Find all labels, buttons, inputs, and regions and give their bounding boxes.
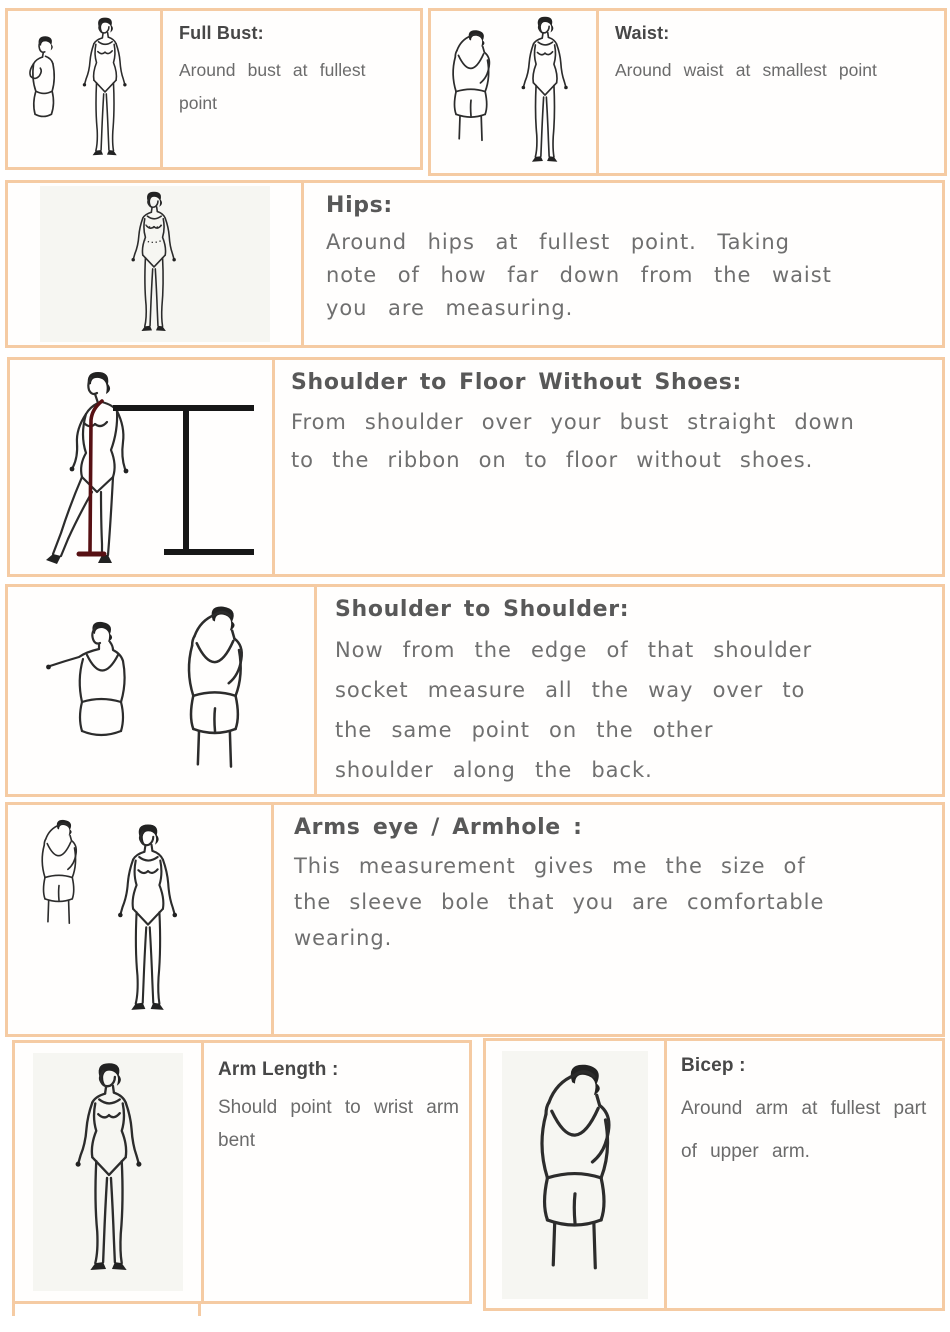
shoulder-to-floor-text-cell [275, 360, 942, 574]
arms-eye-line: This measurement gives me the size of [294, 854, 806, 878]
hips-paragraph [326, 226, 928, 325]
shoulder-to-floor-title: Shoulder to Floor Without Shoes: [291, 370, 742, 395]
section-hips [5, 180, 945, 348]
arms-eye-text-cell [274, 805, 942, 1034]
arms-eye-illustration [12, 807, 268, 1033]
full-bust-figure-cell [8, 11, 163, 167]
bicep-paragraph [681, 1087, 934, 1173]
hips-title: Hips: [326, 193, 393, 218]
shoulder-to-floor-line: to the ribbon on to floor without shoes. [291, 448, 814, 472]
section-shoulder-to-shoulder [5, 584, 945, 797]
shoulder-to-floor-paragraph [291, 403, 934, 479]
cropped-border-stub [12, 1304, 15, 1316]
section-arms-eye [5, 802, 945, 1037]
shoulder-to-shoulder-line: Now from the edge of that shoulder [335, 638, 813, 662]
shoulder-to-shoulder-line: shoulder along the back. [335, 758, 653, 782]
arms-eye-line: the sleeve bole that you are comfortable [294, 890, 825, 914]
arms-eye-title: Arms eye / Armhole : [294, 815, 583, 840]
shoulder-to-shoulder-title: Shoulder to Shoulder: [335, 597, 630, 622]
hips-illustration [110, 187, 200, 341]
arm-length-line: Should point to wrist arm [218, 1097, 460, 1118]
bicep-line: of upper arm. [681, 1141, 810, 1162]
arm-length-illustration [34, 1055, 182, 1289]
bicep-text-cell [667, 1041, 942, 1308]
full-bust-line: Around bust at fullest point [179, 60, 366, 113]
shoulder-to-shoulder-illustration [11, 588, 311, 794]
full-bust-title: Full Bust: [179, 23, 264, 43]
shoulder-to-shoulder-line: socket measure all the way over to [335, 678, 806, 702]
bicep-scan-bg [502, 1051, 648, 1299]
shoulder-to-shoulder-line: the same point on the other [335, 718, 714, 742]
shoulder-to-floor-figure-cell [10, 360, 275, 574]
hips-line: Around hips at fullest point. Taking [326, 230, 790, 254]
hips-figure-cell [8, 183, 304, 345]
bicep-line: Around arm at fullest part [681, 1098, 927, 1119]
waist-illustration [434, 11, 594, 173]
hips-line: note of how far down from the waist [326, 263, 832, 287]
hips-scan-bg [40, 186, 270, 342]
arm-length-scan-bg [33, 1053, 183, 1291]
arm-length-title: Arm Length : [218, 1059, 339, 1080]
arm-length-figure-cell [15, 1043, 204, 1301]
shoulder-to-shoulder-figure-cell [8, 587, 317, 794]
arms-eye-paragraph [294, 848, 932, 956]
hips-text-cell [304, 183, 942, 345]
waist-text-cell [599, 11, 944, 173]
arm-length-paragraph [218, 1091, 461, 1157]
bicep-illustration [503, 1053, 647, 1297]
shoulder-to-floor-illustration [14, 361, 268, 573]
section-arm-length [12, 1040, 472, 1304]
section-waist [428, 8, 947, 176]
shoulder-to-shoulder-text-cell [317, 587, 942, 794]
arm-length-line: bent [218, 1130, 255, 1151]
hips-line: you are measuring. [326, 296, 574, 320]
bicep-title: Bicep : [681, 1055, 746, 1076]
arms-eye-line: wearing. [294, 926, 393, 950]
waist-figure-cell [431, 11, 599, 173]
waist-line: Around waist at smallest point [615, 60, 877, 80]
section-bicep [483, 1038, 945, 1311]
shoulder-to-floor-line: From shoulder over your bust straight down [291, 410, 855, 434]
waist-title: Waist: [615, 23, 670, 43]
bicep-figure-cell [486, 1041, 667, 1308]
shoulder-to-shoulder-paragraph [335, 630, 932, 790]
full-bust-text-cell [163, 11, 420, 167]
arms-eye-figure-cell [8, 805, 274, 1034]
full-bust-illustration [10, 12, 158, 166]
arm-length-text-cell [204, 1043, 469, 1301]
section-shoulder-to-floor [7, 357, 945, 577]
section-full-bust [5, 8, 423, 170]
cropped-border-stub [198, 1304, 201, 1316]
